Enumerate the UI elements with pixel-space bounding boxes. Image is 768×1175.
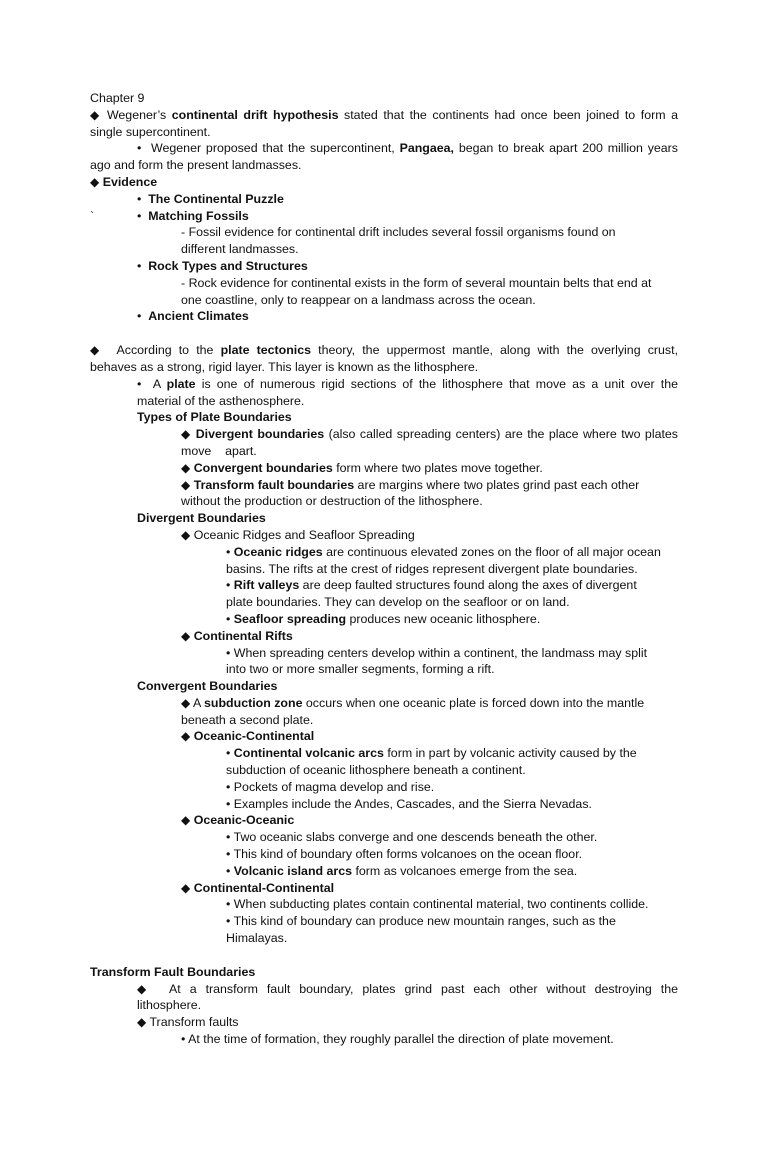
oc-heading: ◆ Oceanic-Continental: [181, 729, 315, 744]
diamond-bullet-icon: ◆: [137, 981, 152, 996]
bullet-icon: •: [137, 191, 142, 206]
bullet-icon: •: [226, 544, 231, 559]
bullet-icon: •: [226, 830, 231, 845]
tf-heading: ◆ Transform faults: [137, 1015, 239, 1030]
cc-item-mountains-cont: Himalayas.: [226, 931, 288, 946]
oo-item-island-arcs: • Volcanic island arcs form as volcanoes emerge from the sea.: [226, 863, 578, 878]
diamond-bullet-icon: ◆: [181, 813, 191, 828]
subduction-item-cont: beneath a second plate.: [181, 712, 314, 727]
transform-heading: Transform Fault Boundaries: [90, 964, 256, 979]
oc-item-arcs: • Continental volcanic arcs form in part by volcanic activity caused by the: [226, 746, 637, 761]
diamond-bullet-icon: ◆: [181, 460, 191, 475]
transform-paragraph-cont: lithosphere.: [137, 998, 202, 1013]
diamond-bullet-icon: ◆: [90, 343, 103, 358]
document-page: [90, 90, 678, 1048]
cc-item-collide: • When subducting plates contain continental material, two continents collide.: [226, 897, 649, 912]
diamond-bullet-icon: ◆: [181, 477, 191, 492]
cc-item-mountains: • This kind of boundary can produce new mountain ranges, such as the: [226, 914, 616, 929]
diamond-bullet-icon: ◆: [181, 527, 191, 542]
oo-item-volcanoes: • This kind of boundary often forms volcanoes on the ocean floor.: [226, 847, 583, 862]
pangaea-paragraph: • Wegener proposed that the supercontinent, Pangaea, began to break apart 200 million years: [137, 141, 678, 156]
rifts-item: • When spreading centers develop within a continent, the landmass may split: [226, 645, 648, 660]
types-divergent-cont: move apart.: [181, 443, 257, 458]
bullet-icon: •: [226, 914, 231, 929]
ridges-item-seafloor: • Seafloor spreading produces new oceanic lithosphere.: [226, 611, 541, 626]
plate-tectonics-paragraph: ◆ According to the plate tectonics theory, the uppermost mantle, along with the overlying crust,: [90, 343, 679, 358]
diamond-bullet-icon: ◆: [137, 1015, 147, 1030]
types-transform-cont: without the production or destruction of the lithosphere.: [181, 494, 483, 509]
types-heading: Types of Plate Boundaries: [137, 410, 292, 425]
ridges-item-rift-cont: plate boundaries. They can develop on the seafloor or on land.: [226, 595, 570, 610]
oo-item-slabs: • Two oceanic slabs converge and one descends beneath the other.: [226, 830, 598, 845]
diamond-bullet-icon: ◆: [90, 174, 100, 189]
cc-heading: ◆ Continental-Continental: [181, 880, 335, 895]
ridges-item-oceanic: • Oceanic ridges are continuous elevated zones on the floor of all major ocean: [226, 544, 661, 559]
subduction-item: ◆ A subduction zone occurs when one oceanic plate is forced down into the mantle: [181, 695, 645, 710]
pangaea-paragraph-cont: ago and form the present landmasses.: [90, 158, 302, 173]
stray-backtick: `: [90, 208, 95, 223]
bullet-icon: •: [226, 897, 231, 912]
evidence-heading: ◆ Evidence: [90, 174, 158, 189]
oc-item-magma: • Pockets of magma develop and rise.: [226, 779, 435, 794]
plate-tectonics-paragraph-cont: behaves as a strong, rigid layer. This layer is known as the lithosphere.: [90, 359, 479, 374]
fossils-detail: - Fossil evidence for continental drift includes several fossil organisms found on: [181, 225, 616, 240]
types-convergent: ◆ Convergent boundaries form where two plates move together.: [181, 460, 543, 475]
wegener-paragraph-cont: single supercontinent.: [90, 124, 211, 139]
transform-paragraph: ◆ At a transform fault boundary, plates grind past each other without destroying the: [137, 981, 679, 996]
evidence-item-rock: • Rock Types and Structures: [137, 258, 308, 273]
diamond-bullet-icon: ◆: [181, 880, 191, 895]
rock-detail-cont: one coastline, only to reappear on a landmass across the ocean.: [181, 292, 536, 307]
bullet-icon: •: [226, 847, 231, 862]
tf-item: • At the time of formation, they roughly parallel the direction of plate movement.: [181, 1032, 614, 1047]
oc-item-arcs-cont: subduction of oceanic lithosphere beneath a continent.: [226, 763, 526, 778]
diamond-bullet-icon: ◆: [181, 695, 191, 710]
fossils-detail-cont: different landmasses.: [181, 242, 299, 257]
oc-item-examples: • Examples include the Andes, Cascades, and the Sierra Nevadas.: [226, 796, 592, 811]
bullet-icon: •: [181, 1032, 186, 1047]
convergent-heading: Convergent Boundaries: [137, 679, 278, 694]
bullet-icon: •: [226, 611, 231, 626]
bullet-icon: •: [226, 746, 231, 761]
diamond-bullet-icon: ◆: [181, 628, 191, 643]
bullet-icon: •: [226, 863, 231, 878]
bullet-icon: •: [226, 779, 231, 794]
bullet-icon: •: [137, 208, 142, 223]
types-transform: ◆ Transform fault boundaries are margins where two plates grind past each other: [181, 477, 640, 492]
diamond-bullet-icon: ◆: [90, 107, 102, 122]
bullet-icon: •: [137, 141, 142, 156]
bullet-icon: •: [137, 309, 142, 324]
plate-definition-cont: material of the asthenosphere.: [137, 393, 305, 408]
ridges-item-rift: • Rift valleys are deep faulted structures found along the axes of divergent: [226, 578, 637, 593]
ridges-heading: ◆ Oceanic Ridges and Seafloor Spreading: [181, 527, 415, 542]
divergent-heading: Divergent Boundaries: [137, 511, 266, 526]
chapter-heading: Chapter 9: [90, 91, 145, 105]
ridges-item-oceanic-cont: basins. The rifts at the crest of ridges represent divergent plate boundaries.: [226, 561, 638, 576]
rifts-item-cont: into two or more smaller segments, forming a rift.: [226, 662, 495, 677]
oo-heading: ◆ Oceanic-Oceanic: [181, 813, 295, 828]
evidence-item-puzzle: • The Continental Puzzle: [137, 191, 284, 206]
bullet-icon: •: [226, 796, 231, 811]
evidence-item-climates: • Ancient Climates: [137, 309, 249, 324]
types-divergent: ◆ Divergent boundaries (also called spreading centers) are the place where two plates: [181, 427, 679, 442]
bullet-icon: •: [137, 376, 142, 391]
bullet-icon: •: [226, 578, 231, 593]
evidence-item-fossils: ` • Matching Fossils: [90, 208, 249, 223]
plate-definition: • A plate is one of numerous rigid sections of the lithosphere that move as a unit over the: [137, 376, 678, 391]
diamond-bullet-icon: ◆: [181, 729, 191, 744]
rifts-heading: ◆ Continental Rifts: [181, 628, 293, 643]
rock-detail: - Rock evidence for continental exists in the form of several mountain belts that end at: [181, 275, 652, 290]
bullet-icon: •: [137, 258, 142, 273]
bullet-icon: •: [226, 645, 231, 660]
diamond-bullet-icon: ◆: [181, 427, 192, 442]
wegener-paragraph: ◆ Wegener’s continental drift hypothesis stated that the continents had once been joined to form a: [90, 107, 679, 122]
